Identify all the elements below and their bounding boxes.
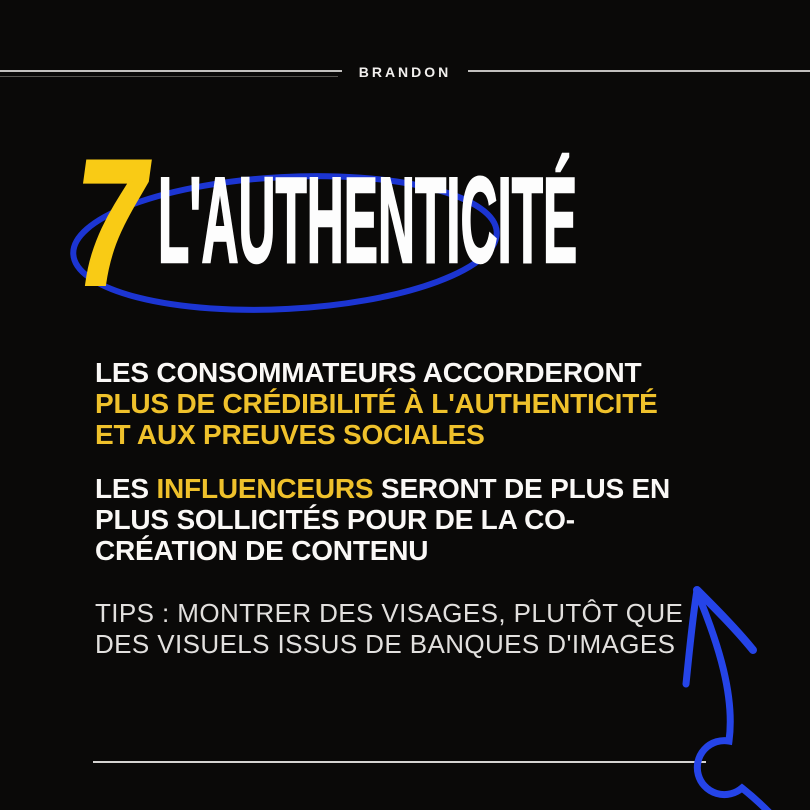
paragraph-consumers [95,357,735,450]
paragraph-influencers-line1 [95,473,735,504]
paragraph-influencers-line3: CRÉATION DE CONTENU [95,535,429,566]
paragraph-influencers-line2: PLUS SOLLICITÉS POUR DE LA CO- [95,504,575,535]
paragraph-consumers-line1: LES CONSOMMATEURS ACCORDERONT [95,357,642,388]
tips-line1: TIPS : MONTRER DES VISAGES, PLUTÔT QUE [95,598,684,628]
influencers-highlight: INFLUENCEURS [156,473,374,504]
influencers-rest: SERONT DE PLUS EN [373,473,671,504]
brand-name: BRANDON [358,64,452,80]
influencers-lead: LES [95,473,157,504]
paragraph-consumers-line2: PLUS DE CRÉDIBILITÉ À L'AUTHENTICITÉ [95,388,658,419]
paragraph-influencers [95,473,735,566]
tips-text [95,598,745,660]
paragraph-consumers-line3: ET AUX PREUVES SOCIALES [95,419,485,450]
tips-line2: DES VISUELS ISSUS DE BANQUES D'IMAGES [95,629,676,659]
page-title: L'AUTHENTICITÉ [158,152,578,288]
slide-number: 7 [76,123,146,322]
